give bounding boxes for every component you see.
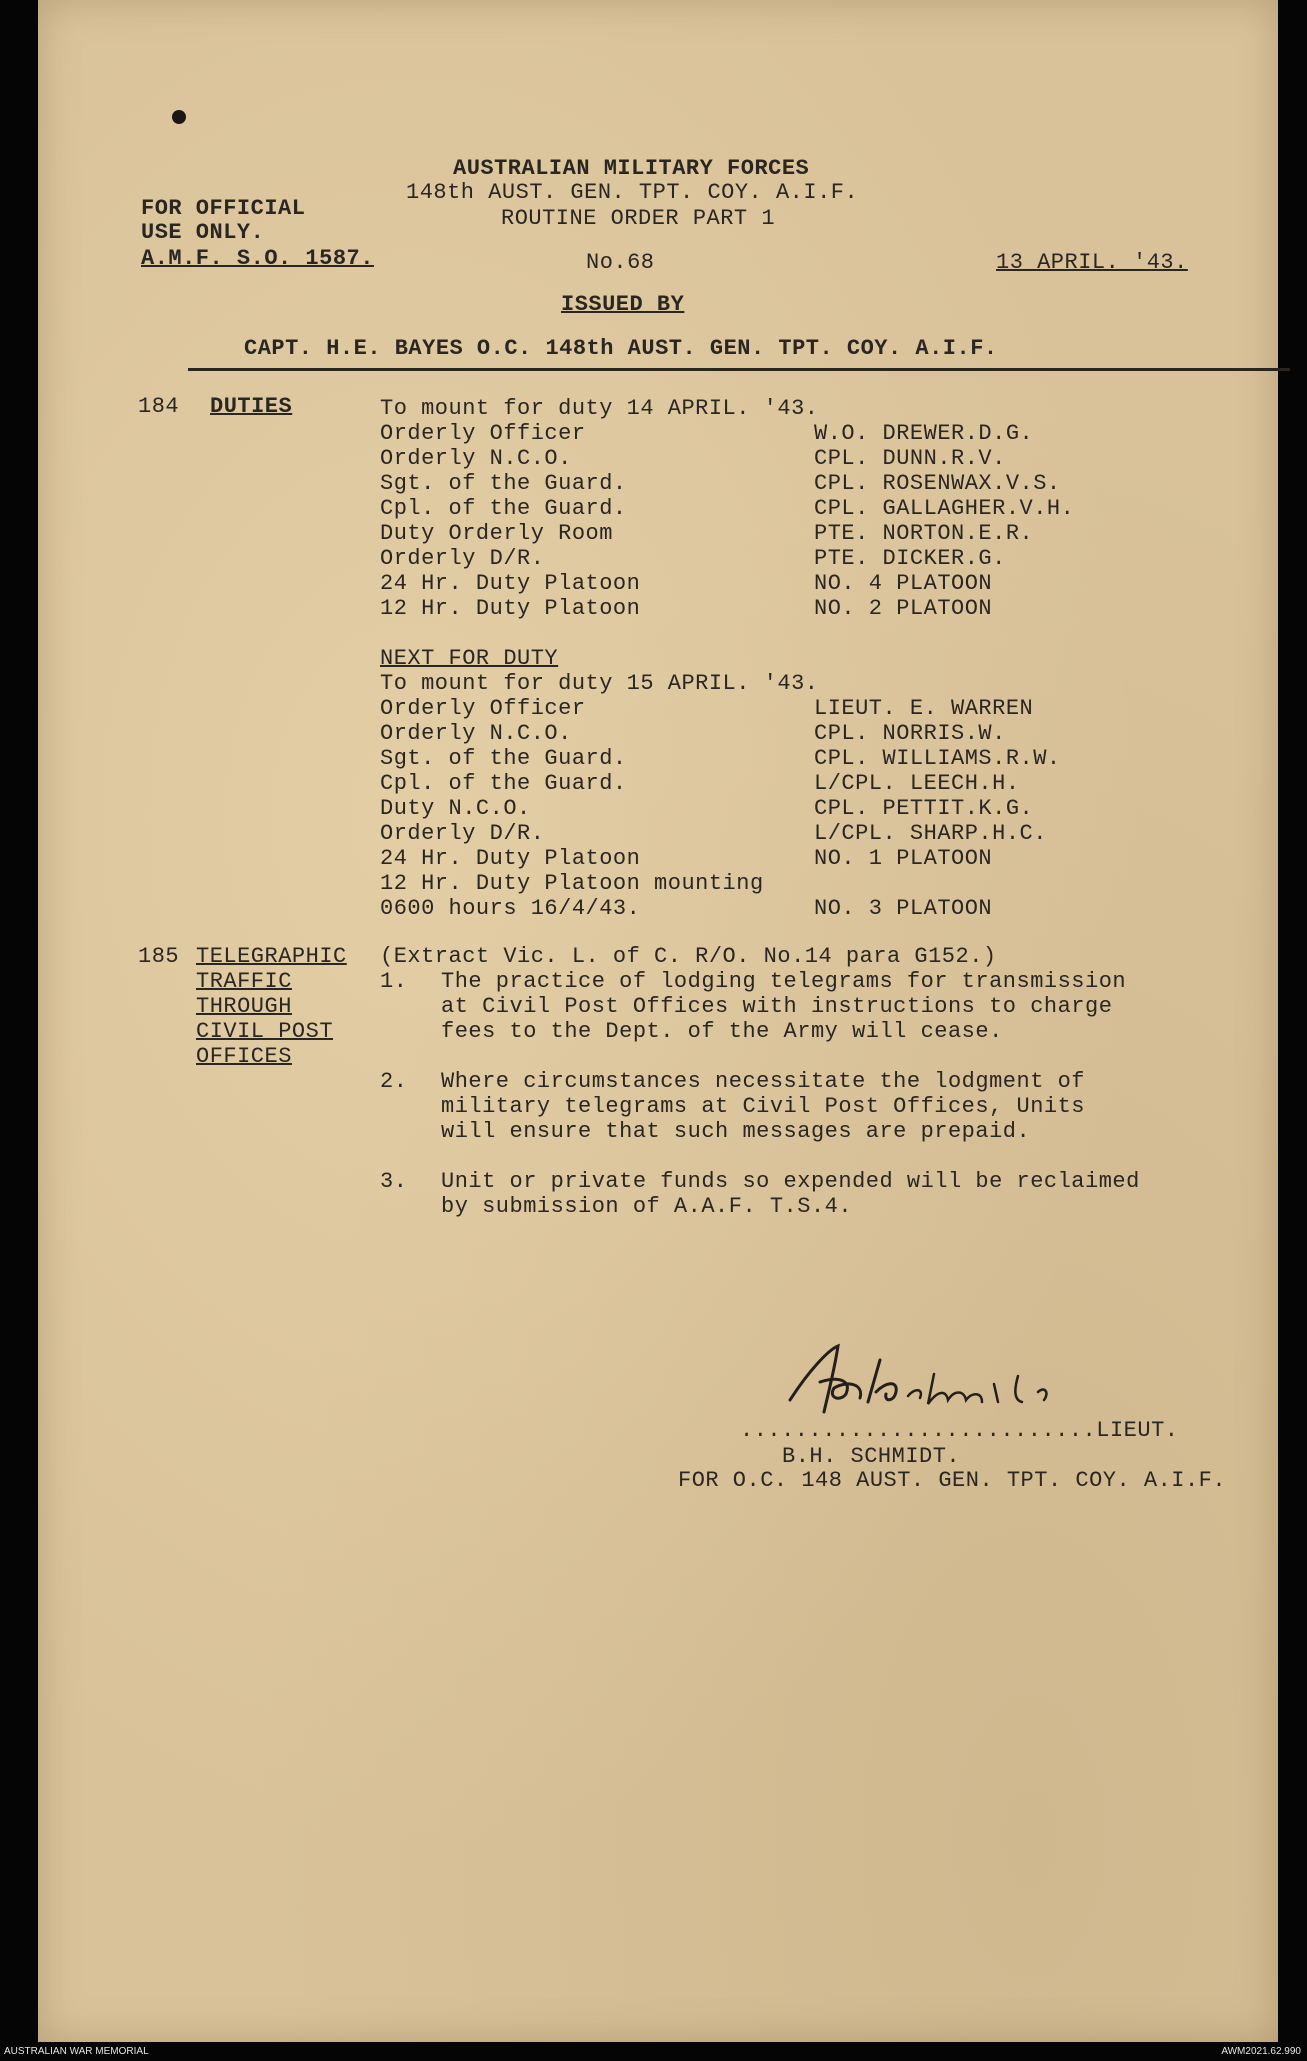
signatory-name: B.H. SCHMIDT. bbox=[782, 1444, 961, 1469]
duty-label: Orderly Officer bbox=[380, 421, 586, 446]
official-line1: FOR OFFICIAL bbox=[141, 196, 306, 221]
duty-label: Orderly D/R. bbox=[380, 821, 545, 846]
duty-assignee: NO. 1 PLATOON bbox=[814, 846, 993, 871]
duty-label: Orderly N.C.O. bbox=[380, 446, 572, 471]
duty-label: Orderly D/R. bbox=[380, 546, 545, 571]
paragraph-line: at Civil Post Offices with instructions to charge bbox=[441, 994, 1113, 1019]
header-line2: 148th AUST. GEN. TPT. COY. A.I.F. bbox=[406, 180, 859, 205]
duty-assignee: NO. 4 PLATOON bbox=[814, 571, 993, 596]
duty-label: Duty N.C.O. bbox=[380, 796, 531, 821]
official-line2: USE ONLY. bbox=[141, 220, 265, 245]
duty-assignee: CPL. WILLIAMS.R.W. bbox=[814, 746, 1061, 771]
archive-id: AWM2021.62.990 bbox=[1221, 2046, 1301, 2057]
duty-label: Sgt. of the Guard. bbox=[380, 471, 627, 496]
duty-assignee: NO. 2 PLATOON bbox=[814, 596, 993, 621]
handwritten-signature bbox=[768, 1332, 1128, 1432]
duty-label: To mount for duty 15 APRIL. '43. bbox=[380, 671, 819, 696]
duty-label: Orderly N.C.O. bbox=[380, 721, 572, 746]
paragraph-line: military telegrams at Civil Post Offices, Units bbox=[441, 1094, 1086, 1119]
duty-assignee: CPL. DUNN.R.V. bbox=[814, 446, 1006, 471]
duty-label: Duty Orderly Room bbox=[380, 521, 613, 546]
section-185-number: 185 bbox=[138, 944, 180, 969]
duty-label: 12 Hr. Duty Platoon mounting bbox=[380, 871, 764, 896]
duty-assignee: PTE. DICKER.G. bbox=[814, 546, 1006, 571]
duty-assignee: PTE. NORTON.E.R. bbox=[814, 521, 1034, 546]
title-line: TRAFFIC bbox=[196, 969, 292, 994]
duty-label: Cpl. of the Guard. bbox=[380, 771, 627, 796]
duty-assignee: L/CPL. SHARP.H.C. bbox=[814, 821, 1047, 846]
duty-assignee: CPL. NORRIS.W. bbox=[814, 721, 1006, 746]
archive-credit: AUSTRALIAN WAR MEMORIAL bbox=[4, 2046, 149, 2057]
paragraph-line: Unit or private funds so expended will be reclaimed bbox=[441, 1169, 1140, 1194]
paragraph-line: by submission of A.A.F. T.S.4. bbox=[441, 1194, 853, 1219]
section-184-number: 184 bbox=[138, 394, 180, 419]
duty-label: 0600 hours 16/4/43. bbox=[380, 896, 641, 921]
duty-label: 12 Hr. Duty Platoon bbox=[380, 596, 641, 621]
title-line: TELEGRAPHIC bbox=[196, 944, 347, 969]
duty-assignee: W.O. DREWER.D.G. bbox=[814, 421, 1034, 446]
paragraph-line: fees to the Dept. of the Army will cease. bbox=[441, 1019, 1003, 1044]
duty-label: 24 Hr. Duty Platoon bbox=[380, 846, 641, 871]
duty-label: Orderly Officer bbox=[380, 696, 586, 721]
duty-assignee: NO. 3 PLATOON bbox=[814, 896, 993, 921]
duty-label: To mount for duty 14 APRIL. '43. bbox=[380, 396, 819, 421]
header-line3: ROUTINE ORDER PART 1 bbox=[501, 206, 776, 231]
paragraph-3-number: 3. bbox=[380, 1169, 408, 1194]
paragraph-1-number: 1. bbox=[380, 969, 408, 994]
punch-hole bbox=[172, 110, 186, 124]
reference-number: A.M.F. S.O. 1587. bbox=[141, 246, 374, 271]
order-date: 13 APRIL. '43. bbox=[996, 250, 1188, 275]
title-line: OFFICES bbox=[196, 1044, 292, 1069]
header-rule bbox=[188, 368, 1290, 371]
extract-reference: (Extract Vic. L. of C. R/O. No.14 para G152.) bbox=[380, 944, 997, 969]
document-page bbox=[38, 0, 1278, 2042]
duty-label: Cpl. of the Guard. bbox=[380, 496, 627, 521]
paragraph-2-number: 2. bbox=[380, 1069, 408, 1094]
paragraph-line: will ensure that such messages are prepaid. bbox=[441, 1119, 1031, 1144]
signatory-for: FOR O.C. 148 AUST. GEN. TPT. COY. A.I.F. bbox=[678, 1468, 1227, 1493]
paragraph-line: Where circumstances necessitate the lodgment of bbox=[441, 1069, 1086, 1094]
duty-label: 24 Hr. Duty Platoon bbox=[380, 571, 641, 596]
duty-assignee: CPL. PETTIT.K.G. bbox=[814, 796, 1034, 821]
duty-assignee: L/CPL. LEECH.H. bbox=[814, 771, 1020, 796]
next-for-duty-title: NEXT FOR DUTY bbox=[380, 646, 559, 671]
issuer-line: CAPT. H.E. BAYES O.C. 148th AUST. GEN. TPT. COY. A.I.F. bbox=[244, 336, 998, 361]
issued-by: ISSUED BY bbox=[561, 292, 685, 317]
paragraph-line: The practice of lodging telegrams for transmission bbox=[441, 969, 1127, 994]
title-line: THROUGH bbox=[196, 994, 292, 1019]
header-line1: AUSTRALIAN MILITARY FORCES bbox=[453, 156, 810, 181]
title-line: CIVIL POST bbox=[196, 1019, 334, 1044]
duty-assignee: LIEUT. E. WARREN bbox=[814, 696, 1034, 721]
duty-assignee: CPL. ROSENWAX.V.S. bbox=[814, 471, 1061, 496]
duty-assignee: CPL. GALLAGHER.V.H. bbox=[814, 496, 1075, 521]
duty-label: Sgt. of the Guard. bbox=[380, 746, 627, 771]
order-number: No.68 bbox=[586, 250, 655, 275]
section-184-title: DUTIES bbox=[210, 394, 293, 419]
signature-dots: ..........................LIEUT. bbox=[740, 1418, 1179, 1443]
